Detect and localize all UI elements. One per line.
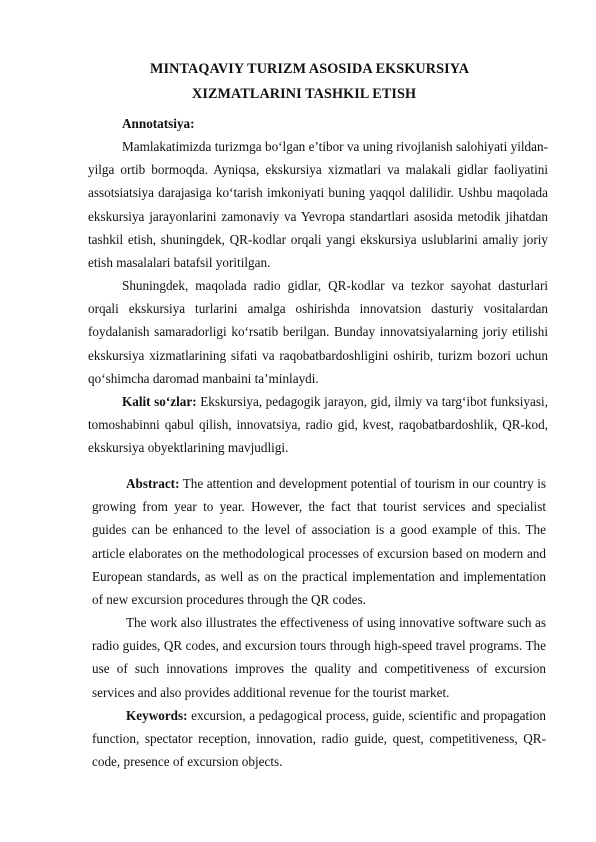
keywords-uz-paragraph — [88, 390, 548, 460]
annotation-text-1: Mamlakatimizda turizmga bo‘lgan e’tibor va uning rivojlanish salohiyati yildan-yilga ortib bormoqda. Ayniqsa, ekskursiya xizmatlari va malakali gidlar faoliyatini assotsiatsiya darajasiga ko‘tarish imkoniyati buning yaqqol dalilidir. Ushbu maqolada ekskursiya jarayonlarini zamonaviy va Yevropa standartlari asosida metodik jihatdan tashkil etish, shuningdek, QR-kodlar orqali yangi ekskursiya uslublarini amaliy joriy etish masalalari batafsil yoritilgan. — [88, 139, 548, 271]
abstract-paragraph-2 — [92, 611, 546, 704]
annotation-heading: Annotatsiya: — [122, 116, 195, 131]
keywords-en-text: excursion, a pedagogical process, guide, scientific and propagation function, spectator reception, innovation, radio guide, quest, competitiveness, QR-code, presence of excursion objects. — [92, 708, 546, 770]
title-line-2: XIZMATLARINI TASHKIL ETISH — [192, 86, 417, 102]
annotation-paragraph-1 — [88, 135, 548, 274]
abstract-label: Abstract: — [126, 476, 180, 491]
title-line-1: MINTAQAVIY TURIZM ASOSIDA EKSKURSIYA — [150, 61, 470, 77]
abstract-text-2: The work also illustrates the effectiveness of using innovative software such as radio guides, QR codes, and excursion tours through high-speed travel programs. The use of such innovations improves the quality and competitiveness of excursion services and also provides additional revenue for the tourist market. — [92, 615, 546, 700]
annotation-heading-block — [88, 112, 548, 135]
abstract-text-1: The attention and development potential of tourism in our country is growing from year to year. However, the fact that tourist services and specialist guides can be enhanced to the level of association is a good example of this. The article elaborates on the methodological processes of excursion based on modern and European standards, as well as on the practical implementation and implementation of new excursion procedures through the QR codes. — [92, 476, 546, 608]
keywords-uz-text: Ekskursiya, pedagogik jarayon, gid, ilmiy va targ‘ibot funksiyasi, tomoshabinni qabul qilish, innovatsiya, radio gid, kvest, raqobatbardoshlik, QR-kod, ekskursiya obyektlarining mavjudligi. — [88, 394, 548, 456]
annotation-text-2: Shuningdek, maqolada radio gidlar, QR-kodlar va tezkor sayohat dasturlari orqali ekskursiya turlarini amalga oshirishda innovatsion dasturiy vositalardan foydalanish samaradorligi ko‘rsatib berilgan. Bunday innovatsiyalarning joriy etilishi ekskursiya xizmatlarining sifati va raqobatbardoshligini oshirib, turizm bozori uchun qo‘shimcha daromad manbaini ta’minlaydi. — [88, 278, 548, 386]
keywords-en-paragraph — [92, 704, 546, 774]
keywords-uz-label: Kalit so‘zlar: — [122, 394, 197, 409]
abstract-paragraph-1 — [92, 472, 546, 611]
annotation-paragraph-2 — [88, 274, 548, 390]
keywords-en-label: Keywords: — [126, 708, 188, 723]
